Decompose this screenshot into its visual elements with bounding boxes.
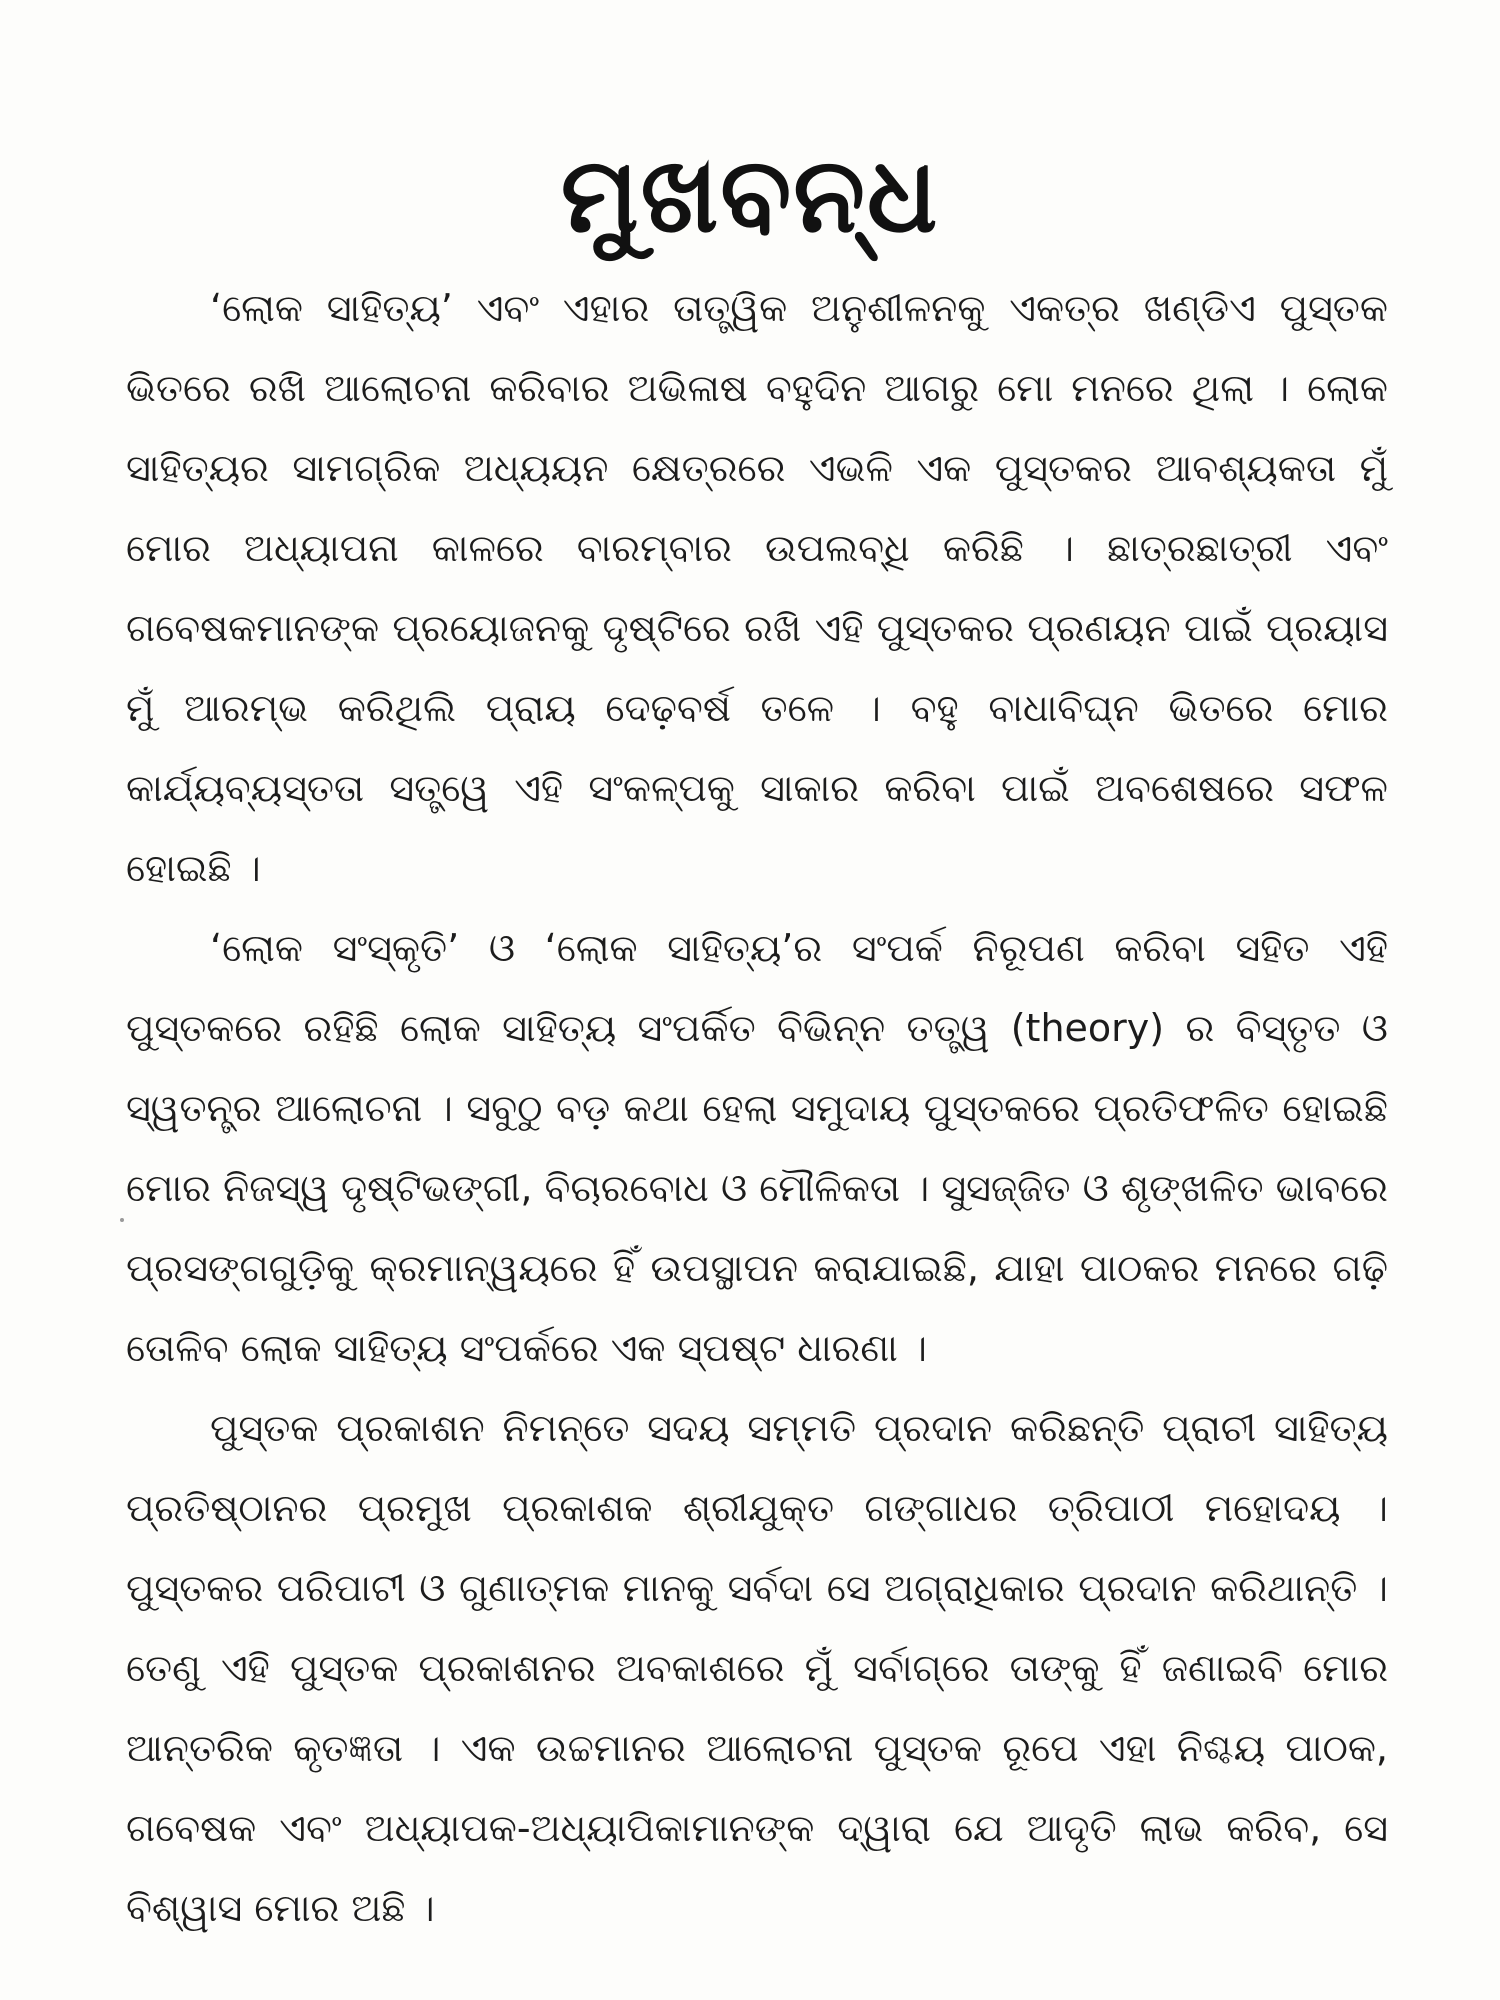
paragraph-3: ପୁସ୍ତକ ପ୍ରକାଶନ ନିମନ୍ତେ ସଦୟ ସମ୍ମତି ପ୍ରଦାନ କରିଛନ୍ତି ପ୍ରାଚୀ ସାହିତ୍ୟ ପ୍ରତିଷ୍ଠାନର ପ୍ରମୁଖ ପ୍ରକାଶକ ଶ୍ରୀଯୁକ୍ତ ଗଙ୍ଗାଧର ତ୍ରିପାଠୀ ମହୋଦୟ । ପୁସ୍ତକର ପରିପାଟୀ ଓ ଗୁଣାତ୍ମକ ମାନକୁ ସର୍ବଦା ସେ ଅଗ୍ରାଧିକାର ପ୍ରଦାନ କରିଥାନ୍ତି । ତେଣୁ ଏହି ପୁସ୍ତକ ପ୍ରକାଶନର ଅବକାଶରେ ମୁଁ ସର୍ବାଗ୍ରେ ତାଙ୍କୁ ହିଁ ଜଣାଇବି ମୋର ଆନ୍ତରିକ କୃତଜ୍ଞତା । ଏକ ଉଚ୍ଚମାନର ଆଲୋଚନା ପୁସ୍ତକ ରୂପେ ଏହା ନିଶ୍ଚୟ ପାଠକ, ଗବେଷକ ଏବଂ ଅଧ୍ୟାପକ-ଅଧ୍ୟାପିକାମାନଙ୍କ ଦ୍ୱାରା ଯେ ଆଦୃତି ଲାଭ କରିବ, ସେ ବିଶ୍ୱାସ ମୋର ଅଛି । bbox=[126, 1406, 1388, 1930]
paragraph-2: ‘ଲୋକ ସଂସ୍କୃତି’ ଓ ‘ଲୋକ ସାହିତ୍ୟ’ର ସଂପର୍କ ନିରୂପଣ କରିବା ସହିତ ଏହି ପୁସ୍ତକରେ ରହିଛି ଲୋକ ସାହିତ୍ୟ ସଂପର୍କିତ ବିଭିନ୍ନ ତତ୍ତ୍ୱ (theory) ର ବିସ୍ତୃତ ଓ ସ୍ୱତନ୍ତ୍ର ଆଲୋଚନା । ସବୁଠୁ ବଡ଼ କଥା ହେଲା ସମୁଦାୟ ପୁସ୍ତକରେ ପ୍ରତିଫଳିତ ହୋଇଛି ମୋର ନିଜସ୍ୱ ଦୃଷ୍ଟିଭଙ୍ଗୀ, ବିଚାରବୋଧ ଓ ମୌଳିକତା । ସୁସଜ୍ଜିତ ଓ ଶୃଙ୍ଖଳିତ ଭାବରେ ପ୍ରସଙ୍ଗଗୁଡ଼ିକୁ କ୍ରମାନ୍ୱୟରେ ହିଁ ଉପସ୍ଥାପନ କରାଯାଇଛି, ଯାହା ପାଠକର ମନରେ ଗଢ଼ି ତୋଳିବ ଲୋକ ସାହିତ୍ୟ ସଂପର୍କରେ ଏକ ସ୍ପଷ୍ଟ ଧାରଣା । bbox=[126, 926, 1388, 1370]
paper-speck bbox=[120, 1218, 124, 1222]
page-title: ମୁଖବନ୍ଧ bbox=[560, 134, 940, 256]
paragraph-1: ‘ଲୋକ ସାହିତ୍ୟ’ ଏବଂ ଏହାର ତାତ୍ତ୍ୱିକ ଅନୁଶୀଳନକୁ ଏକତ୍ର ଖଣ୍ଡିଏ ପୁସ୍ତକ ଭିତରେ ରଖି ଆଲୋଚନା କରିବାର ଅଭିଳାଷ ବହୁଦିନ ଆଗରୁ ମୋ ମନରେ ଥିଲା । ଲୋକ ସାହିତ୍ୟର ସାମଗ୍ରିକ ଅଧ୍ୟୟନ କ୍ଷେତ୍ରରେ ଏଭଳି ଏକ ପୁସ୍ତକର ଆବଶ୍ୟକତା ମୁଁ ମୋର ଅଧ୍ୟାପନା କାଳରେ ବାରମ୍ବାର ଉପଲବ୍ଧି କରିଛି । ଛାତ୍ରଛାତ୍ରୀ ଏବଂ ଗବେଷକମାନଙ୍କ ପ୍ରୟୋଜନକୁ ଦୃଷ୍ଟିରେ ରଖି ଏହି ପୁସ୍ତକର ପ୍ରଣୟନ ପାଇଁ ପ୍ରୟାସ ମୁଁ ଆରମ୍ଭ କରିଥିଲି ପ୍ରାୟ ଦେଢ଼ବର୍ଷ ତଳେ । ବହୁ ବାଧାବିଘ୍ନ ଭିତରେ ମୋର କାର୍ଯ୍ୟବ୍ୟସ୍ତତା ସତ୍ତ୍ୱେ ଏହି ସଂକଳ୍ପକୁ ସାକାର କରିବା ପାଇଁ ଅବଶେଷରେ ସଫଳ ହୋଇଛି । bbox=[126, 286, 1388, 890]
preface-body bbox=[126, 268, 1388, 1948]
